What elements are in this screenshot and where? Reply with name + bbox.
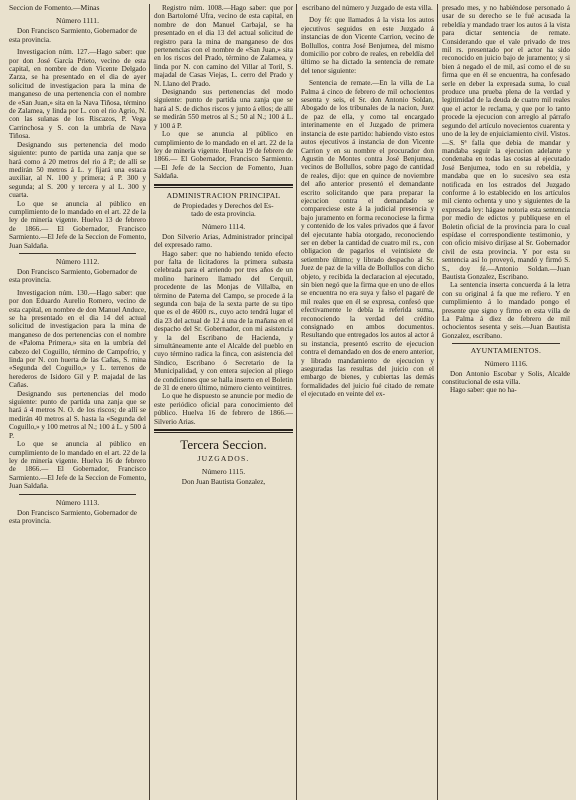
section-subtitle: AYUNTAMIENTOS.	[470, 346, 542, 356]
notice-signatory: Don Francisco Sarmiento, Gobernador de esta provincia.	[9, 27, 137, 44]
notice-paragraph: La sentencia inserta concuerda á la letra con su original á fa que me refiero. Y en cumplimiento á lo mandado pongo el presente que signo y firmo en esta villa de La Palma á diez de febrero de mil ochocientos sesenta y seis.—Juan Bautista Gonzalez, escribano.	[442, 281, 570, 340]
divider	[19, 253, 136, 254]
notice-paragraph: presado mes, y no habiéndose personado á usar de su derecho se le fué acusada la rebeldía y mandado traer los autos á la vista para dictar sentencia de remate. Considerando que el vale privado de tres mil rs. presentado por el actor ha sido reconocido en juicio bajo de juramento; y si bien á negado el de mil, así como el de su firma que en él se encuentra, ha confesado serle en deber la expresada suma, lo cual produce una prueba plena de la verdad y legitimidad de la deuda de cuatro mil reales que el actor le reclama, y que por lo tanto procede la ejecucion con arreglo al párrafo segundo del artículo novecientos cuarenta y uno de la ley de enjuiciamiento civil. Vistos.—S. Sª falla que debia de mandar y mandaba seguir la ejecucion adelante y condenaba en todas las costas al ejecutado José Benjumea, todo en su rebeldía, y mandaba que en lo sucesivo sea esta notificada en los estrados del Juzgado conforme á lo establecido en los artículos mil ciento ochenta y uno y siguientes de la expresada ley: hágase notoria esta sentencia por medio de edictos y publíquese en el Boletin oficial de la provincia para lo cual espídase el correspondiente testimonio, y con oficio misivo diríjase al Sr. Gobernador civil de esta provincia. Y por esta su sentencia así lo proveyó, mandó y firmó S. S., doy fé.—Antonio Soldan.—Juan Bautista Gonzalez, Escribano.	[442, 4, 570, 281]
notice-paragraph: Doy fé: que llamados á la vista los autos ejecutivos seguidos en este Juzgado á instancias de don Vicente Carrion, vecino de Bollullos, contra José Benjumea, del mismo domicilio por cobro de reales, en rebeldía del último se ha dictado la sentencia de remate del tenor siguiente:	[301, 16, 434, 75]
administration-subheading: tado de esta provincia.	[191, 210, 256, 219]
column-4	[439, 4, 573, 800]
notice-paragraph: escribano del número y Juzgado de esta villa.	[302, 4, 433, 12]
notice-number: Número 1111.	[55, 16, 100, 26]
notice-paragraph: Don Silverio Arias, Administrador principal del expresado ramo.	[154, 232, 293, 250]
notice-number: Número 1112.	[55, 256, 100, 266]
notice-paragraph: Lo que he dispuesto se anuncie por medio de este periódico oficial para conocimiento del público. Huelva 16 de febrero de 1866.—Silverio Arias.	[154, 392, 293, 426]
notice-number: Número 1115.	[201, 466, 246, 476]
notice-signatory: Don Francisco Sarmiento, Gobernador de esta provincia.	[9, 508, 137, 525]
section-heading: Seccion de Fomento.—Minas	[9, 4, 100, 12]
notice-number: Número 1114.	[201, 221, 246, 231]
column-1	[6, 4, 150, 800]
notice-paragraph: Sentencia de remate.—En la villa de La Palma á cinco de febrero de mil ochocientos sesenta y seis, el Sr. don Antonio Soldan, Abogado de los tribunales de la nacion, Juez de paz de ella, y como tal encargado interinamente en el Juzgado de primera instancia de este partido: habiendo visto estos autos ejecutivos á instancia de don Vicente Carrion y en su nombre el procurador don Agustin de Montes contra José Benjumea, vecinos de Bollullos, sobre pago de cantidad de reales, dijo: que en quince de noviembre del año anterior presentó el demandante escrito solicitando que para preparar la ejecucion contra el demandado se compareciese este á la judicial presencia y bajo juramento en forma reconociese la firma y contenido de los vales privados que á favor del ejecutante había otorgado, reconociendo ser en deber la cantidad de cuatro mil rs., con obligacion de pagarlos el veintisiete de setiembre último; y librado despacho al Sr. Juez de paz de la villa de Bollullos con dicho objeto, y recibida la declaracion al ejecutado, sin bien negó que la firma que en uno de ellos se encuentra no era suya y falso el pagaré de mil reales que en él se expresa, confesó que efectivamente le debía la referida suma, reconociendo la verdad del crédito consignado en ambos documentos. Resultando que entregados los autos al actor á su instancia, presentó escrito de ejecucion contra el demandado en dos de enero anterior, y librado mandamiento de ejecucion y aseguradas las resultas del juicio con el embargo de bienes, y cubiertas las demás formalidades del juicio fué citado de remate el ejecutado en veinte del ex-	[301, 79, 434, 399]
notice-paragraph: Investigacion núm. 127.—Hago saber: que por don José García Prieto, vecino de esta capital, en nombre de don Vicente Delgado Zarza, se ha presentado en el dia de ayer solicitud de investigacion para la mina de manganeso de una pertenencia con el nombre de «San Juan,» sita en la Nava Tiñosa, término de Zalamea, y linda por L. con el rio Agrio, N. con las sulanas de los Riscazos, P. Vega Carrinchosa y S. con la umbría de Nava Tiñosa.	[9, 48, 146, 141]
divider	[19, 494, 136, 495]
notice-paragraph: Designando sus pertenencia del modo siguiente: punto de partida una zanja que se hará como á 20 metros del rio á P.; de allí se medirán 50 metros á L. y fijará una estaca auxiliar, al N. 100 y primera; á P. 300 y segunda; al S. 200 y tercera y al L. 300 y cuarta.	[9, 140, 146, 200]
administration-subheading: de Propiedades y Derechos del Es-	[173, 201, 274, 210]
notice-paragraph: Designando sus pertenencias del modo siguiente: punto de partida una zanja que se hará al S. de dichos riscos y junto á ellos; de allí se medirán 550 metros al S.; 50 al N.; 100 á L. y 100 á P.	[154, 88, 293, 130]
double-divider	[154, 184, 293, 188]
section-subtitle: JUZGADOS.	[197, 454, 250, 464]
section-title: Tercera Seccion.	[180, 437, 267, 453]
notice-paragraph: Registro núm. 1008.—Hago saber: que por don Bartolomé Ufra, vecino de esta capital, en nombre de don Manuel Carbajal, se ha presentado en el dia 13 del actual solicitud de registro para la mina de manganeso de dos pertenencias con el nombre de «San Juan,» sita en los riscos del Prado, término de Zalamea, y linda por N. con camino del Villar al Toril, S. majadal de Casas Viejas, L. cerro del Prado y N. Llano del Prado.	[154, 4, 293, 88]
divider	[452, 343, 560, 344]
notice-number: Número 1116.	[484, 358, 528, 368]
column-2	[151, 4, 297, 800]
notice-paragraph: Investigacion núm. 130.—Hago saber: que por don Eduardo Aurelio Romero, vecino de esta capital, en nombre de don Manuel Anduce, se ha presentado en el dia 14 del actual solicitud de investigacion para la mina de manganeso de dos pertenencias con el nombre de «Paloma Primera,» sita en la umbría del cabezo del Coguillo, término de Campofrio, y linda por N. con huerta de las Cañas, S. mina «Segunda del Coguillo,» y L. terrenos de herederos de Isidoro Gil y P. majadal de las Cañas.	[9, 288, 146, 390]
notice-signatory: Don Juan Bautista Gonzalez,	[181, 477, 266, 486]
double-divider	[154, 429, 293, 433]
notice-paragraph: Lo que se anuncia al público en cumplimiento de lo mandado en el art. 22 de la ley de minería vigente. Huelva 19 de febrero de 1866.— El Gobernador, Francisco Sarmiento.—El Jefe de la Seccion de Fomento, Juan Saldaña.	[154, 130, 293, 181]
notice-paragraph: Hago saber: que no habiendo tenido efecto por falta de licitadores la primera subasta celebrada para el arriendo por tres años de un molino harinero llamado del Cerquil, procedente de las Monjas de Villalba, en término de Paterna del Campo, se procede á la segunda con baja de la sexta parte de su tipo que es el de 4600 rs., cuyo acto tendrá lugar el dia 23 del actual de 12 á una de la mañana en el despacho del Sr. Gobernador, con mi asistencia y la del Escribano de Hacienda, y simultáneamente ante el Alcalde del pueblo en cuyo término radica la finca, con asistencia del Síndico, Escribano ó Secretario de la Municipalidad, y con entera sujecion al pliego de condiciones que se halla inserto en el Boletin de 31 de enero último, número ciento veintitres.	[154, 249, 293, 393]
administration-heading: ADMINISTRACION PRINCIPAL	[166, 190, 281, 200]
notice-number: Número 1113.	[55, 497, 100, 507]
column-3	[298, 4, 438, 800]
notice-paragraph: Designando sus pertenencias del modo siguiente: punto de partida una zanja que se hará á 4 metros N. O. de los riscos; de allí se medirán 40 metros al S. hasta la «Segunda del Coguillo,» y 100 metros al N.; 100 á L. y 500 á P.	[9, 389, 146, 440]
notice-paragraph: Don Antonio Escobar y Solis, Alcalde constitucional de esta villa.	[442, 369, 570, 387]
notice-signatory: Don Francisco Sarmiento, Gobernador de esta provincia.	[9, 267, 137, 285]
notice-paragraph: Lo que se anuncia al público en cumplimiento de lo mandado en el art. 22 de la ley de minería vigente. Huelva 13 de febrero de 1866.— El Gobernador, Francisco Sarmiento.—El Jefe de la Seccion de Fomento, Juan Saldaña.	[9, 199, 146, 250]
notice-paragraph: Lo que se anuncia al público en cumplimiento de lo mandado en el art. 22 de la ley de minería vigente. Huelva 16 de febrero de 1866.— El Gobernador, Francisco Sarmiento.—El Jefe de la Seccion de Fomento, Juan Saldaña.	[9, 440, 146, 491]
notice-paragraph: Hago saber: que no ha-	[450, 386, 517, 395]
